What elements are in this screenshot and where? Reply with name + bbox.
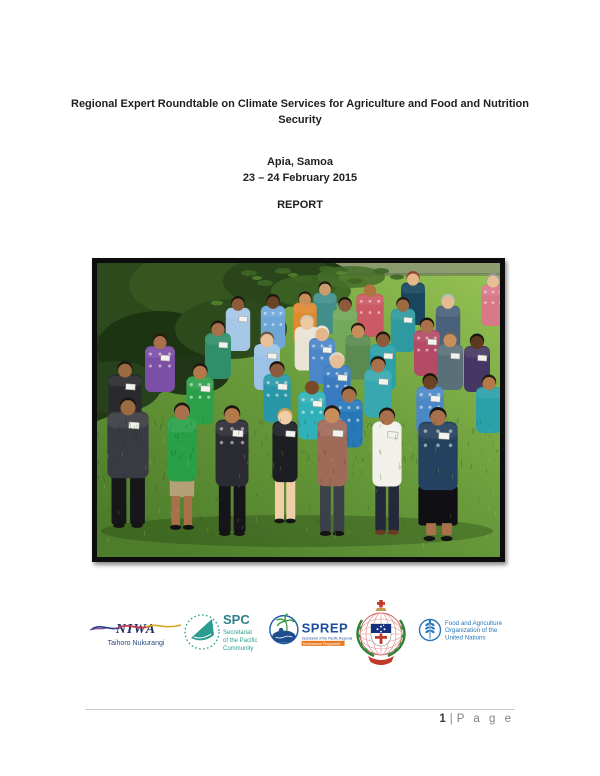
event-location: Apia, Samoa bbox=[266, 156, 334, 168]
samoa-coat-of-arms-icon bbox=[352, 598, 410, 671]
partner-logos-row bbox=[88, 598, 512, 670]
fao-text-1: Food and Agriculture bbox=[445, 620, 503, 627]
sprep-logo-icon bbox=[268, 610, 352, 658]
footer-divider bbox=[85, 709, 515, 710]
event-location-dates bbox=[65, 154, 535, 186]
fao-logo-icon bbox=[418, 614, 510, 651]
page-number-separator: | bbox=[449, 713, 453, 725]
report-label: REPORT bbox=[277, 199, 323, 211]
niwa-tagline: Taihoro Nukurangi bbox=[107, 640, 165, 647]
group-photo bbox=[92, 258, 505, 562]
spc-logo-icon bbox=[182, 604, 270, 665]
fao-text-2: Organization of the bbox=[445, 627, 498, 635]
sprep-subtext-2: Environment Programme bbox=[303, 641, 341, 646]
fao-text-3: United Nations bbox=[445, 634, 486, 642]
page-number bbox=[439, 713, 514, 725]
spc-subtext-2: of the Pacific bbox=[223, 638, 258, 644]
page-word: P a g e bbox=[456, 713, 514, 725]
page-number-value: 1 bbox=[439, 713, 446, 725]
sprep-subtext-1: Secretariat of the Pacific Regional bbox=[301, 636, 352, 641]
page-title: Regional Expert Roundtable on Climate Services for Agriculture and Food and Nutrition Security bbox=[71, 98, 529, 126]
spc-subtext-1: Secretariat bbox=[223, 630, 253, 636]
niwa-wordmark: NIWA bbox=[115, 622, 157, 637]
spc-subtext-3: Community bbox=[223, 646, 254, 652]
sprep-wordmark: SPREP bbox=[301, 620, 349, 636]
niwa-logo-icon bbox=[88, 614, 184, 655]
event-dates: 23 – 24 February 2015 bbox=[242, 172, 358, 184]
group-photo-illustration bbox=[97, 263, 500, 557]
spc-wordmark: SPC bbox=[223, 612, 250, 627]
